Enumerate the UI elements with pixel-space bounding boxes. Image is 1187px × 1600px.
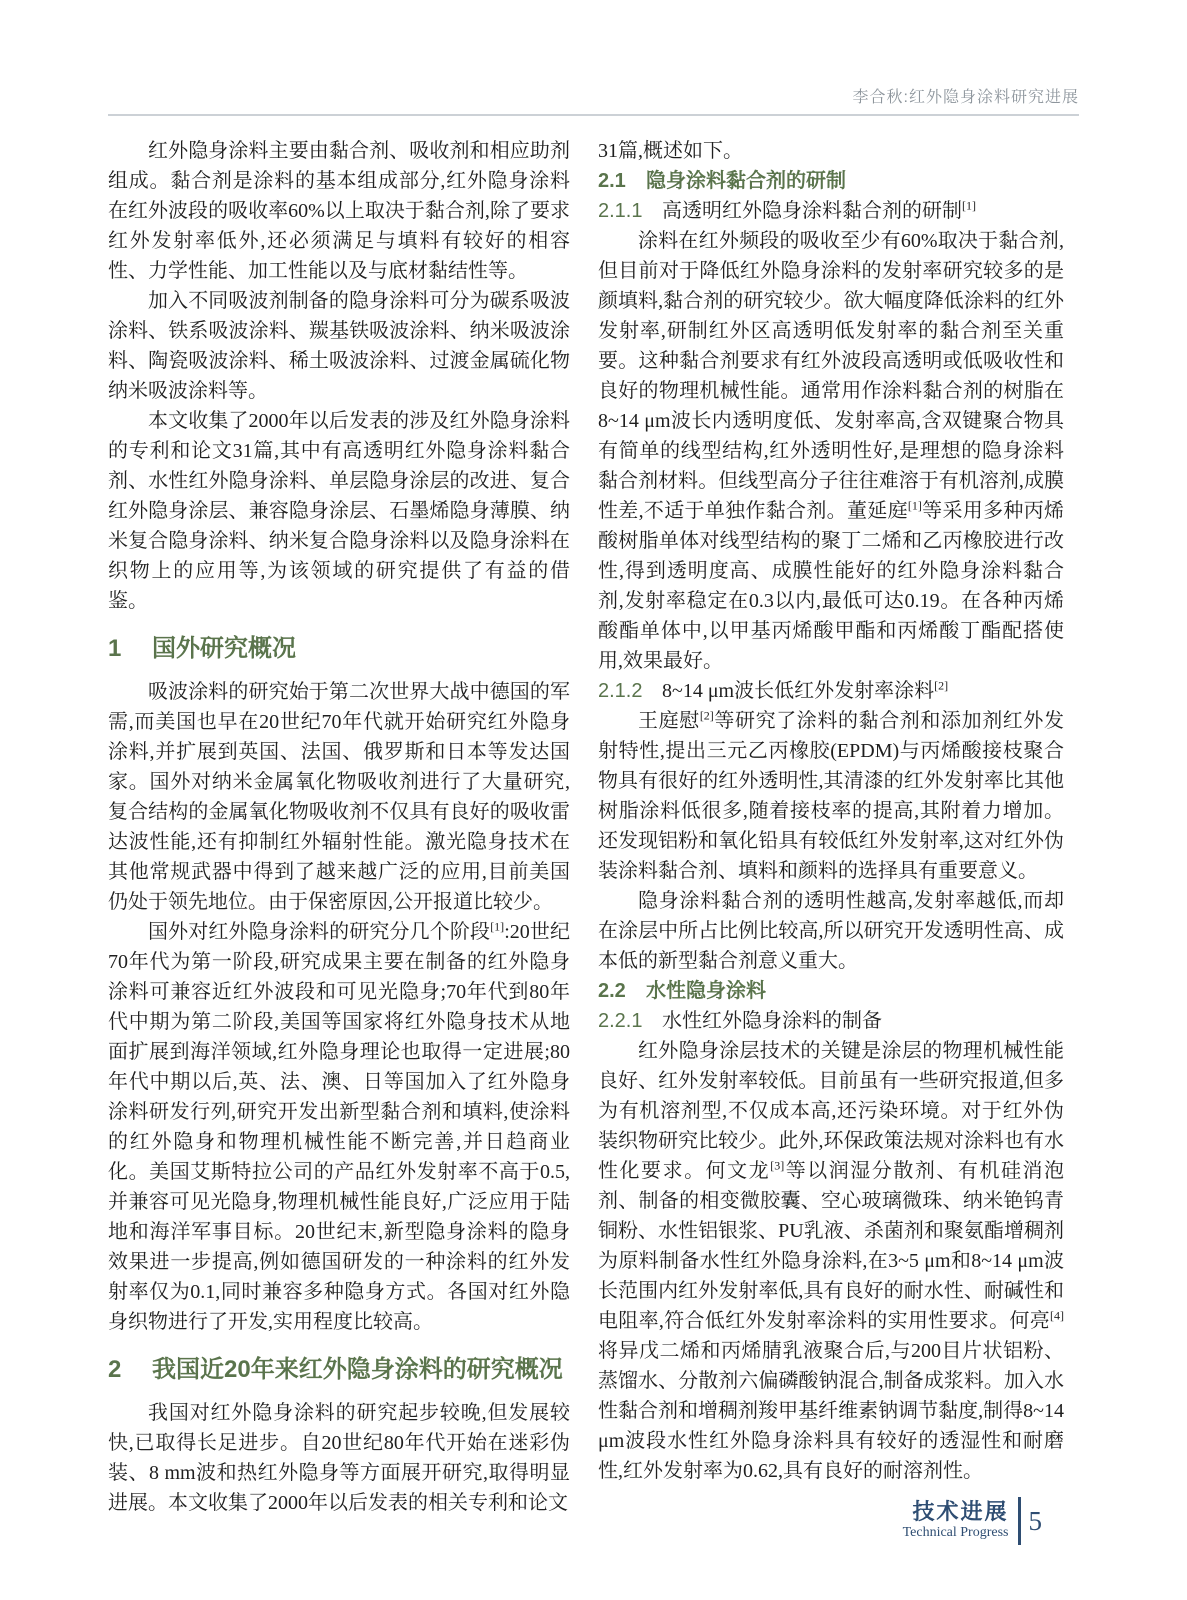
heading-title: 8~14 μm波长低红外发射率涂料[2] — [662, 678, 949, 702]
paragraph: 加入不同吸波剂制备的隐身涂料可分为碳系吸波涂料、铁系吸波涂料、羰基铁吸波涂料、纳米吸波涂料、陶瓷吸波涂料、稀土吸波涂料、过渡金属硫化物纳米吸波涂料等。 — [108, 290, 570, 402]
citation-superscript: [1] — [490, 919, 505, 934]
right-column — [598, 136, 1064, 1518]
citation-superscript: [2] — [934, 678, 949, 693]
heading-number: 2.2.1 — [598, 1010, 643, 1032]
heading-title: 隐身涂料黏合剂的研制 — [646, 170, 846, 192]
left-column — [108, 136, 570, 1518]
section-heading — [108, 633, 570, 665]
heading-title: 水性红外隐身涂料的制备 — [662, 1010, 882, 1032]
subsection-heading — [598, 976, 1064, 1006]
subsubsection-heading — [598, 1006, 1064, 1036]
page-footer — [903, 1497, 1042, 1545]
footer-section-name-en: Technical Progress — [902, 1525, 1009, 1540]
running-title: 李合秋:红外隐身涂料研究进展 — [852, 89, 1079, 106]
heading-number: 2.1.1 — [598, 200, 643, 222]
heading-number: 2 — [108, 1356, 122, 1383]
citation-superscript: [2] — [699, 708, 714, 723]
article-body — [108, 136, 1064, 1518]
heading-title: 我国近20年来红外隐身涂料的研究概况 — [152, 1356, 563, 1383]
subsubsection-heading — [598, 196, 1064, 226]
paragraph: 王庭慰[2]等研究了涂料的黏合剂和添加剂红外发射特性,提出三元乙丙橡胶(EPDM)与丙烯酸接枝聚合物具有很好的红外透明性,其清漆的红外发射率比其他树脂涂料低很多,随着接枝率的提高,其附着力增加。还发现铝粉和氧化铅具有较低红外发射率,这对红外伪装涂料黏合剂、填料和颜料的选择具有重要意义。 — [598, 708, 1065, 882]
citation-superscript: [1] — [962, 198, 976, 213]
citation-superscript: [4] — [1050, 1308, 1064, 1323]
subsection-heading — [598, 166, 1064, 196]
section-heading — [108, 1354, 570, 1386]
paragraph: 国外对红外隐身涂料的研究分几个阶段[1]:20世纪70年代为第一阶段,研究成果主要在制备的红外隐身涂料可兼容近红外波段和可见光隐身;70年代到80年代中期为第二阶段,美国等国家将红外隐身技术从地面扩展到海洋领域,红外隐身理论也取得一定进展;80年代中期以后,英、法、澳、日等国加入了红外隐身涂料研发行列,研究开发出新型黏合剂和填料,使涂料的红外隐身和物理机械性能不断完善,并日趋商业化。美国艾斯特拉公司的产品红外发射率不高于0.5,并兼容可见光隐身,物理机械性能良好,广泛应用于陆地和海洋军事目标。20世纪末,新型隐身涂料的隐身效果进一步提高,例如德国研发的一种涂料的红外发射率仅为0.1,同时兼容多种隐身方式。各国对红外隐身织物进行了开发,实用程度比较高。 — [108, 919, 571, 1333]
heading-number: 1 — [108, 635, 122, 662]
paragraph: 我国对红外隐身涂料的研究起步较晚,但发展较快,已取得长足进步。自20世纪80年代开始在迷彩伪装、8 mm波和热红外隐身等方面展开研究,取得明显进展。本文收集了2000年以后发表的相关专利和论文 — [108, 1402, 570, 1514]
heading-number: 2.2 — [598, 980, 626, 1002]
footer-section-name: 技术进展 — [912, 1499, 1009, 1524]
paragraph: 涂料在红外频段的吸收至少有60%取决于黏合剂,但目前对于降低红外隐身涂料的发射率研究较多的是颜填料,黏合剂的研究较少。欲大幅度降低涂料的红外发射率,研制红外区高透明低发射率的黏合剂至关重要。这种黏合剂要求有红外波段高透明或低吸收性和良好的物理机械性能。通常用作涂料黏合剂的树脂在8~14 μm波长内透明度低、发射率高,含双键聚合物具有简单的线型结构,红外透明性好,是理想的隐身涂料黏合剂材料。但线型高分子往往难溶于有机溶剂,成膜性差,不适于单独作黏合剂。董延庭[1]等采用多种丙烯酸树脂单体对线型结构的聚丁二烯和乙丙橡胶进行改性,得到透明度高、成膜性能好的红外隐身涂料黏合剂,发射率稳定在0.3以内,最低可达0.19。在各种丙烯酸酯单体中,以甲基丙烯酸甲酯和丙烯酸丁酯配搭使用,效果最好。 — [598, 230, 1065, 672]
heading-title: 高透明红外隐身涂料黏合剂的研制[1] — [662, 198, 976, 222]
heading-title: 水性隐身涂料 — [646, 980, 766, 1002]
footer-labels — [903, 1500, 1009, 1542]
paragraph: 吸波涂料的研究始于第二次世界大战中德国的军需,而美国也早在20世纪70年代就开始研究红外隐身涂料,并扩展到英国、法国、俄罗斯和日本等发达国家。国外对纳米金属氧化物吸收剂进行了大量研究,复合结构的金属氧化物吸收剂不仅具有良好的吸收雷达波性能,还有抑制红外辐射性能。激光隐身技术在其他常规武器中得到了越来越广泛的应用,目前美国仍处于领先地位。由于保密原因,公开报道比较少。 — [108, 681, 570, 913]
paragraph: 本文收集了2000年以后发表的涉及红外隐身涂料的专利和论文31篇,其中有高透明红外隐身涂料黏合剂、水性红外隐身涂料、单层隐身涂层的改进、复合红外隐身涂层、兼容隐身涂层、石墨烯隐身薄膜、纳米复合隐身涂料、纳米复合隐身涂料以及隐身涂料在织物上的应用等,为该领域的研究提供了有益的借鉴。 — [108, 410, 570, 612]
page-header — [108, 84, 1079, 116]
paragraph: 红外隐身涂料主要由黏合剂、吸收剂和相应助剂组成。黏合剂是涂料的基本组成部分,红外隐身涂料在红外波段的吸收率60%以上取决于黏合剂,除了要求红外发射率低外,还必须满足与填料有较好的相容性、力学性能、加工性能以及与底材黏结性等。 — [108, 140, 570, 282]
header-rule — [108, 114, 1079, 116]
heading-number: 2.1 — [598, 170, 626, 192]
footer-divider — [1018, 1497, 1021, 1545]
page-number: 5 — [1028, 1505, 1042, 1536]
citation-superscript: [1] — [907, 498, 922, 513]
paragraph: 31篇,概述如下。 — [598, 140, 743, 162]
citation-superscript: [3] — [770, 1158, 785, 1173]
paragraph: 红外隐身涂层技术的关键是涂层的物理机械性能良好、红外发射率较低。目前虽有一些研究报道,但多为有机溶剂型,不仅成本高,还污染环境。对于红外伪装织物研究比较少。此外,环保政策法规对涂料也有水性化要求。何文龙[3]等以润湿分散剂、有机硅消泡剂、制备的相变微胶囊、空心玻璃微珠、纳米铯钨青铜粉、水性铝银浆、PU乳液、杀菌剂和聚氨酯增稠剂为原料制备水性红外隐身涂料,在3~5 μm和8~14 μm波长范围内红外发射率低,具有良好的耐水性、耐碱性和电阻率,符合低红外发射率涂料的实用性要求。何亮[4]将异戊二烯和丙烯腈乳液聚合后,与200目片状铝粉、蒸馏水、分散剂六偏磷酸钠混合,制备成浆料。加入水性黏合剂和增稠剂羧甲基纤维素钠调节黏度,制得8~14 μm波段水性红外隐身涂料具有较好的透湿性和耐磨性,红外发射率为0.62,具有良好的耐溶剂性。 — [598, 1040, 1065, 1482]
heading-title: 国外研究概况 — [152, 635, 296, 662]
paragraph: 隐身涂料黏合剂的透明性越高,发射率越低,而却在涂层中所占比例比较高,所以研究开发透明性高、成本低的新型黏合剂意义重大。 — [598, 890, 1064, 972]
heading-number: 2.1.2 — [598, 680, 643, 702]
subsubsection-heading — [598, 676, 1064, 706]
